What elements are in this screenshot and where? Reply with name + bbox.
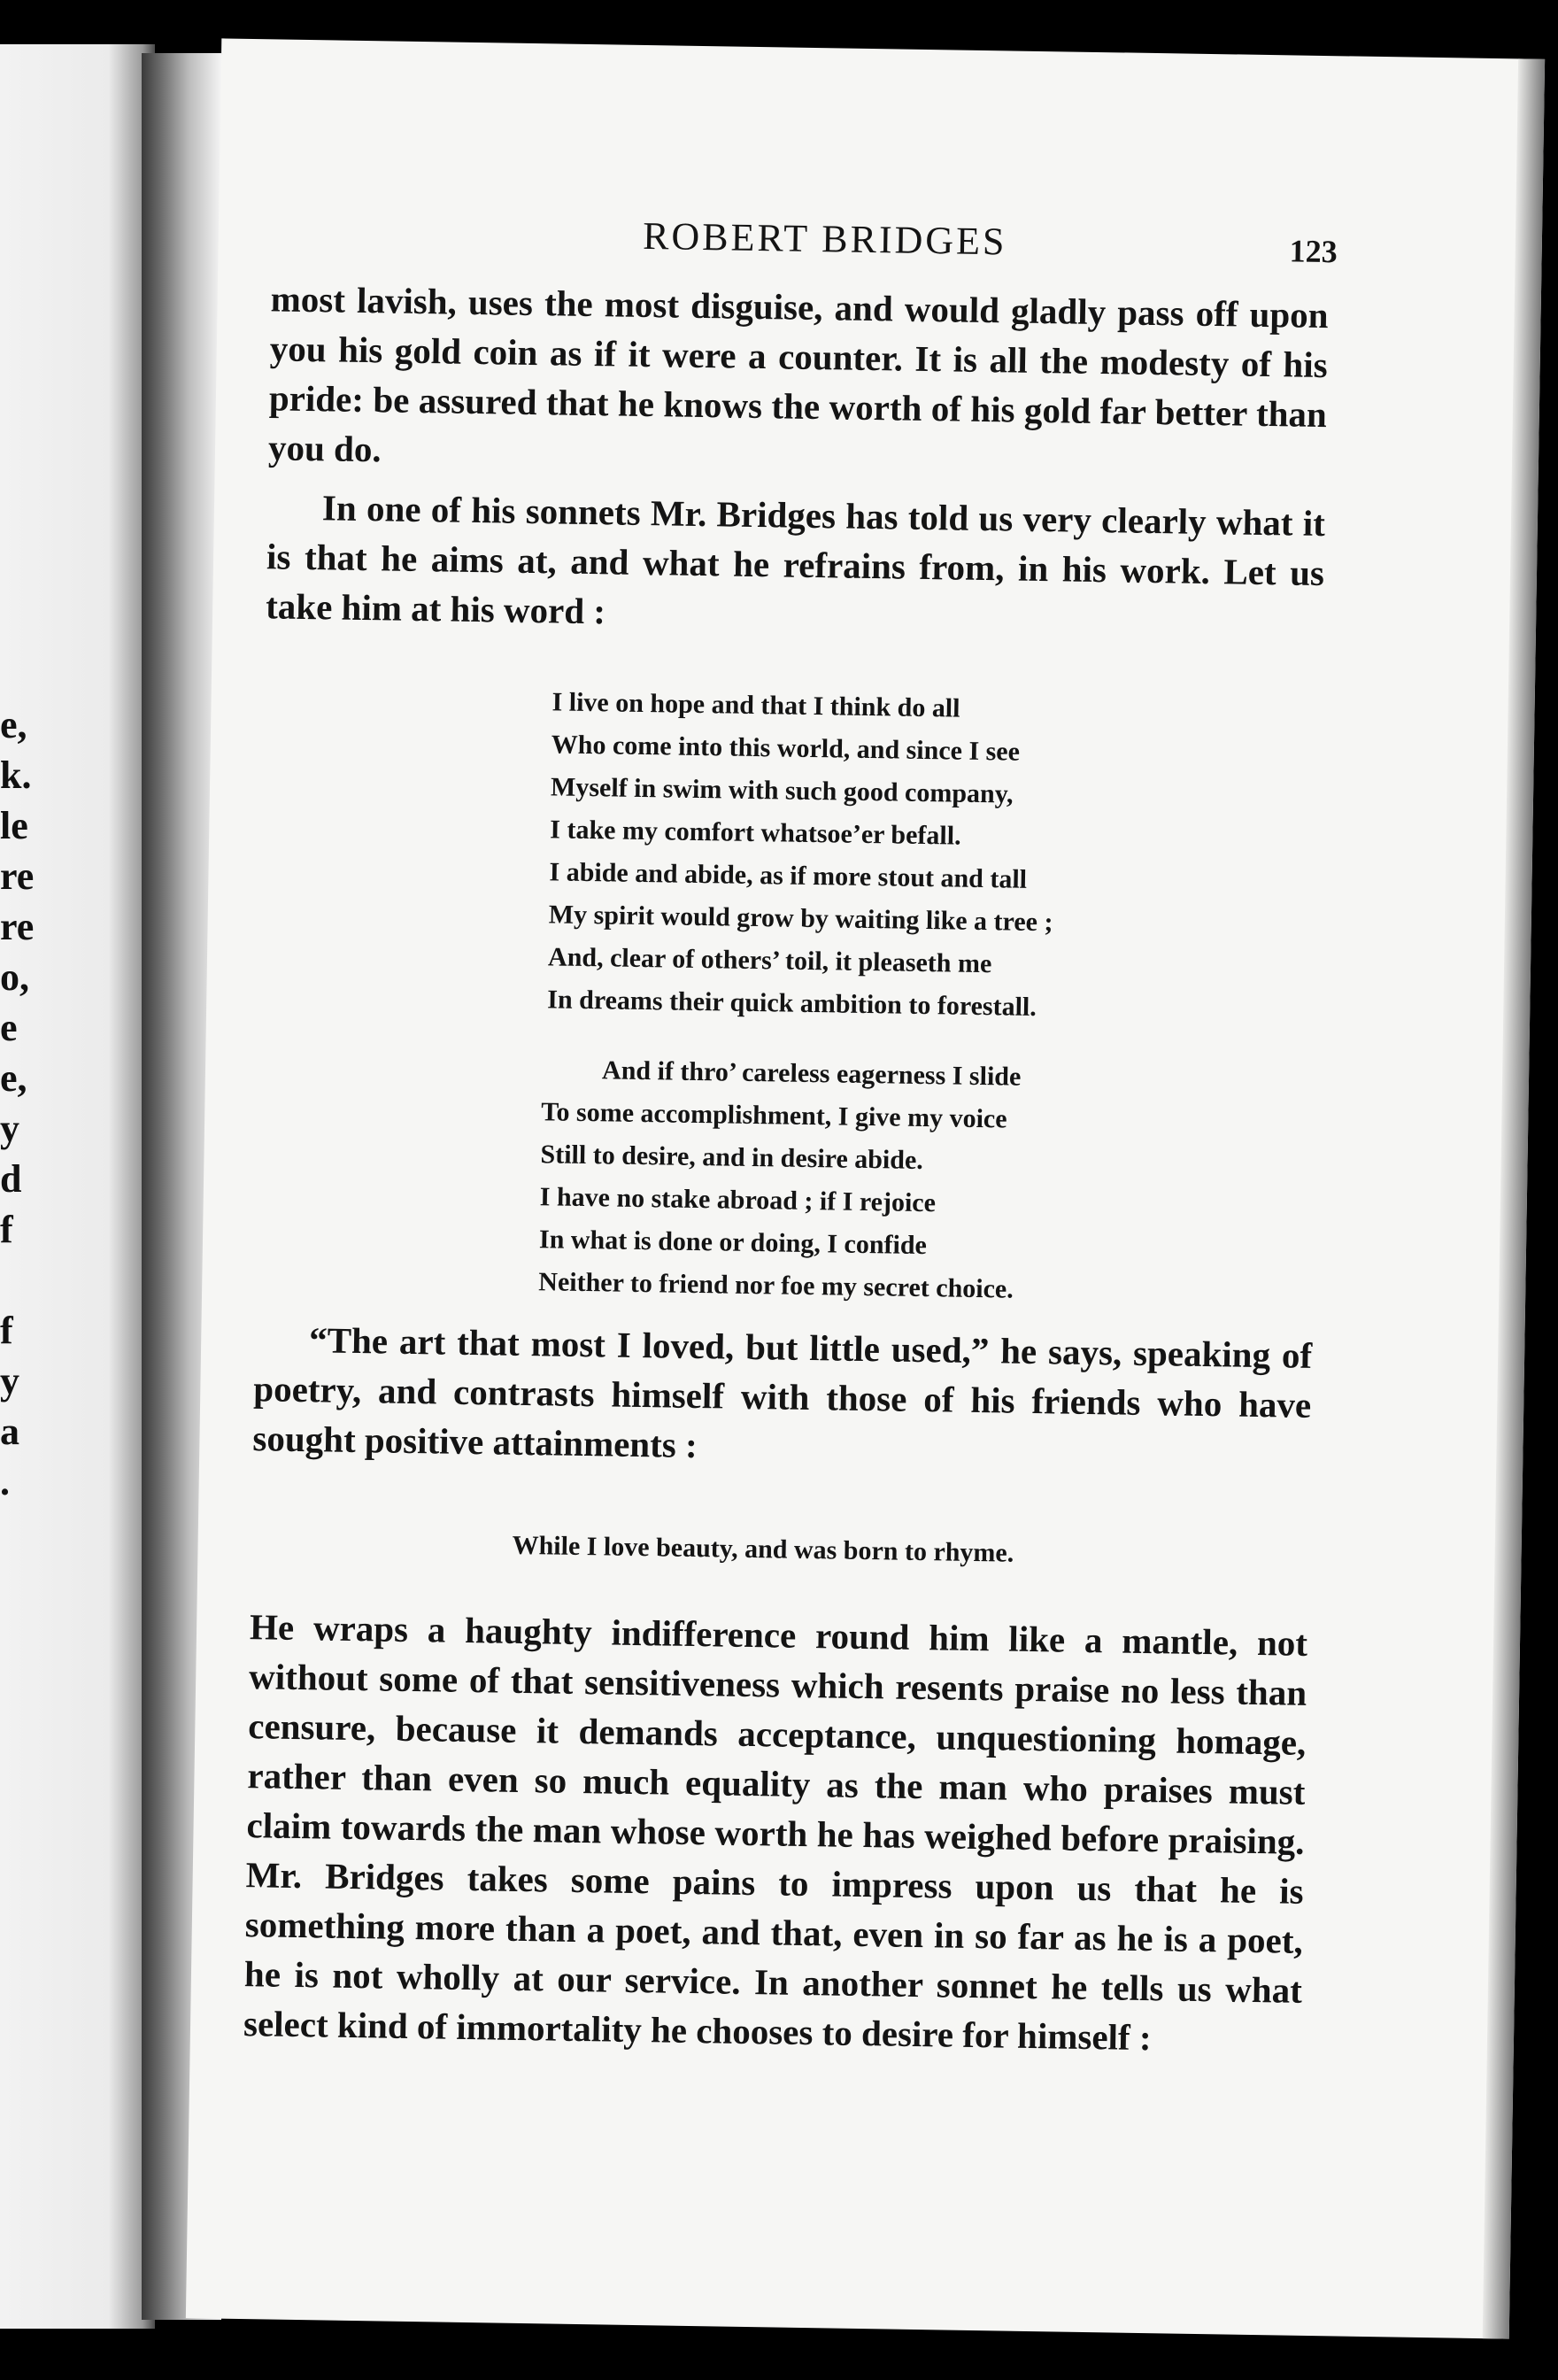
facing-line: e, (0, 1056, 27, 1100)
verse-line: I take my comfort whatsoe’er befall. (550, 815, 961, 851)
verse-line: And if thro’ careless eagerness I slide (601, 1055, 1022, 1092)
facing-page-text (0, 699, 53, 1507)
facing-line (0, 1255, 53, 1305)
paragraph-indent (254, 1351, 309, 1352)
facing-line: y (0, 1107, 19, 1150)
paragraph: most lavish, uses the most disguise, and would gladly pass off upon you his gold coin as if it were a counter. It is all the modesty of his pride: be assured that he knows the worth of his gold far better than you do. (267, 278, 1329, 470)
running-head: ROBERT BRIDGES (642, 213, 1007, 264)
verse-line: In what is done or doing, I confide (538, 1225, 928, 1261)
paragraph-indent (267, 519, 322, 520)
facing-line: re (0, 854, 35, 898)
page-number: 123 (1289, 233, 1338, 270)
paragraph-text: “The art that most I loved, but little used,” he says, speaking of poetry, and contrasts himself with those of his friends who have sought positive attainments : (252, 1319, 1313, 1466)
facing-line: f (0, 1208, 13, 1251)
facing-line: k. (0, 753, 32, 797)
main-page (186, 38, 1545, 2338)
paragraph-indented (252, 1314, 1312, 1480)
verse-line: Myself in swim with such good company, (550, 772, 1014, 809)
sonnet-octave (547, 681, 1057, 1029)
sonnet-sestet (538, 1048, 1022, 1310)
verse-line: My spirit would grow by waiting like a tree ; (548, 900, 1053, 938)
facing-line: d (0, 1157, 22, 1201)
verse-line: I have no stake abroad ; if I rejoice (539, 1182, 937, 1218)
facing-line: le (0, 804, 28, 847)
facing-line: e, (0, 703, 27, 746)
verse-line: I live on hope and that I think do all (551, 687, 960, 723)
facing-line: re (0, 905, 35, 948)
facing-line: y (0, 1359, 19, 1402)
verse-line: To some accomplishment, I give my voice (541, 1097, 1007, 1134)
verse-line: And, clear of others’ toil, it pleaseth me (547, 942, 992, 979)
paragraph: He wraps a haughty indifference round him like a mantle, not without some of that sensitiveness which resents praise no less than censure, because it demands acceptance, unquestioning homage, rather than even so much equality as the man who praises must claim towards the man whose worth he has weighed before praising. Mr. Bridges takes some pains to impress upon us that he is something more than a poet, and that, even in so far as he is a poet, he is not wholly at our service. In another sonnet he tells us what select kind of immortality he chooses to desire for himself : (243, 1606, 1308, 2059)
facing-line: f (0, 1309, 13, 1352)
facing-page (0, 44, 155, 2329)
page-content (208, 39, 1518, 2338)
verse-line: Still to desire, and in desire abide. (540, 1140, 924, 1176)
facing-line: o, (0, 955, 29, 999)
paragraph-indented (266, 482, 1325, 647)
quoted-verse-line: While I love beauty, and was born to rhyme. (512, 1530, 1014, 1568)
facing-line: a (0, 1410, 19, 1453)
facing-line: . (0, 1460, 10, 1503)
verse-line: In dreams their quick ambition to forestall. (547, 985, 1037, 1023)
facing-line: e (0, 1006, 18, 1049)
paragraph-text: In one of his sonnets Mr. Bridges has told us very clearly what it is that he aims at, and what he refrains from, in his work. Let us take him at his word : (265, 487, 1326, 632)
verse-line: Neither to friend nor foe my secret choice. (538, 1267, 1014, 1304)
verse-line: Who come into this world, and since I see (551, 730, 1021, 767)
verse-line: I abide and abide, as if more stout and tall (549, 857, 1028, 894)
